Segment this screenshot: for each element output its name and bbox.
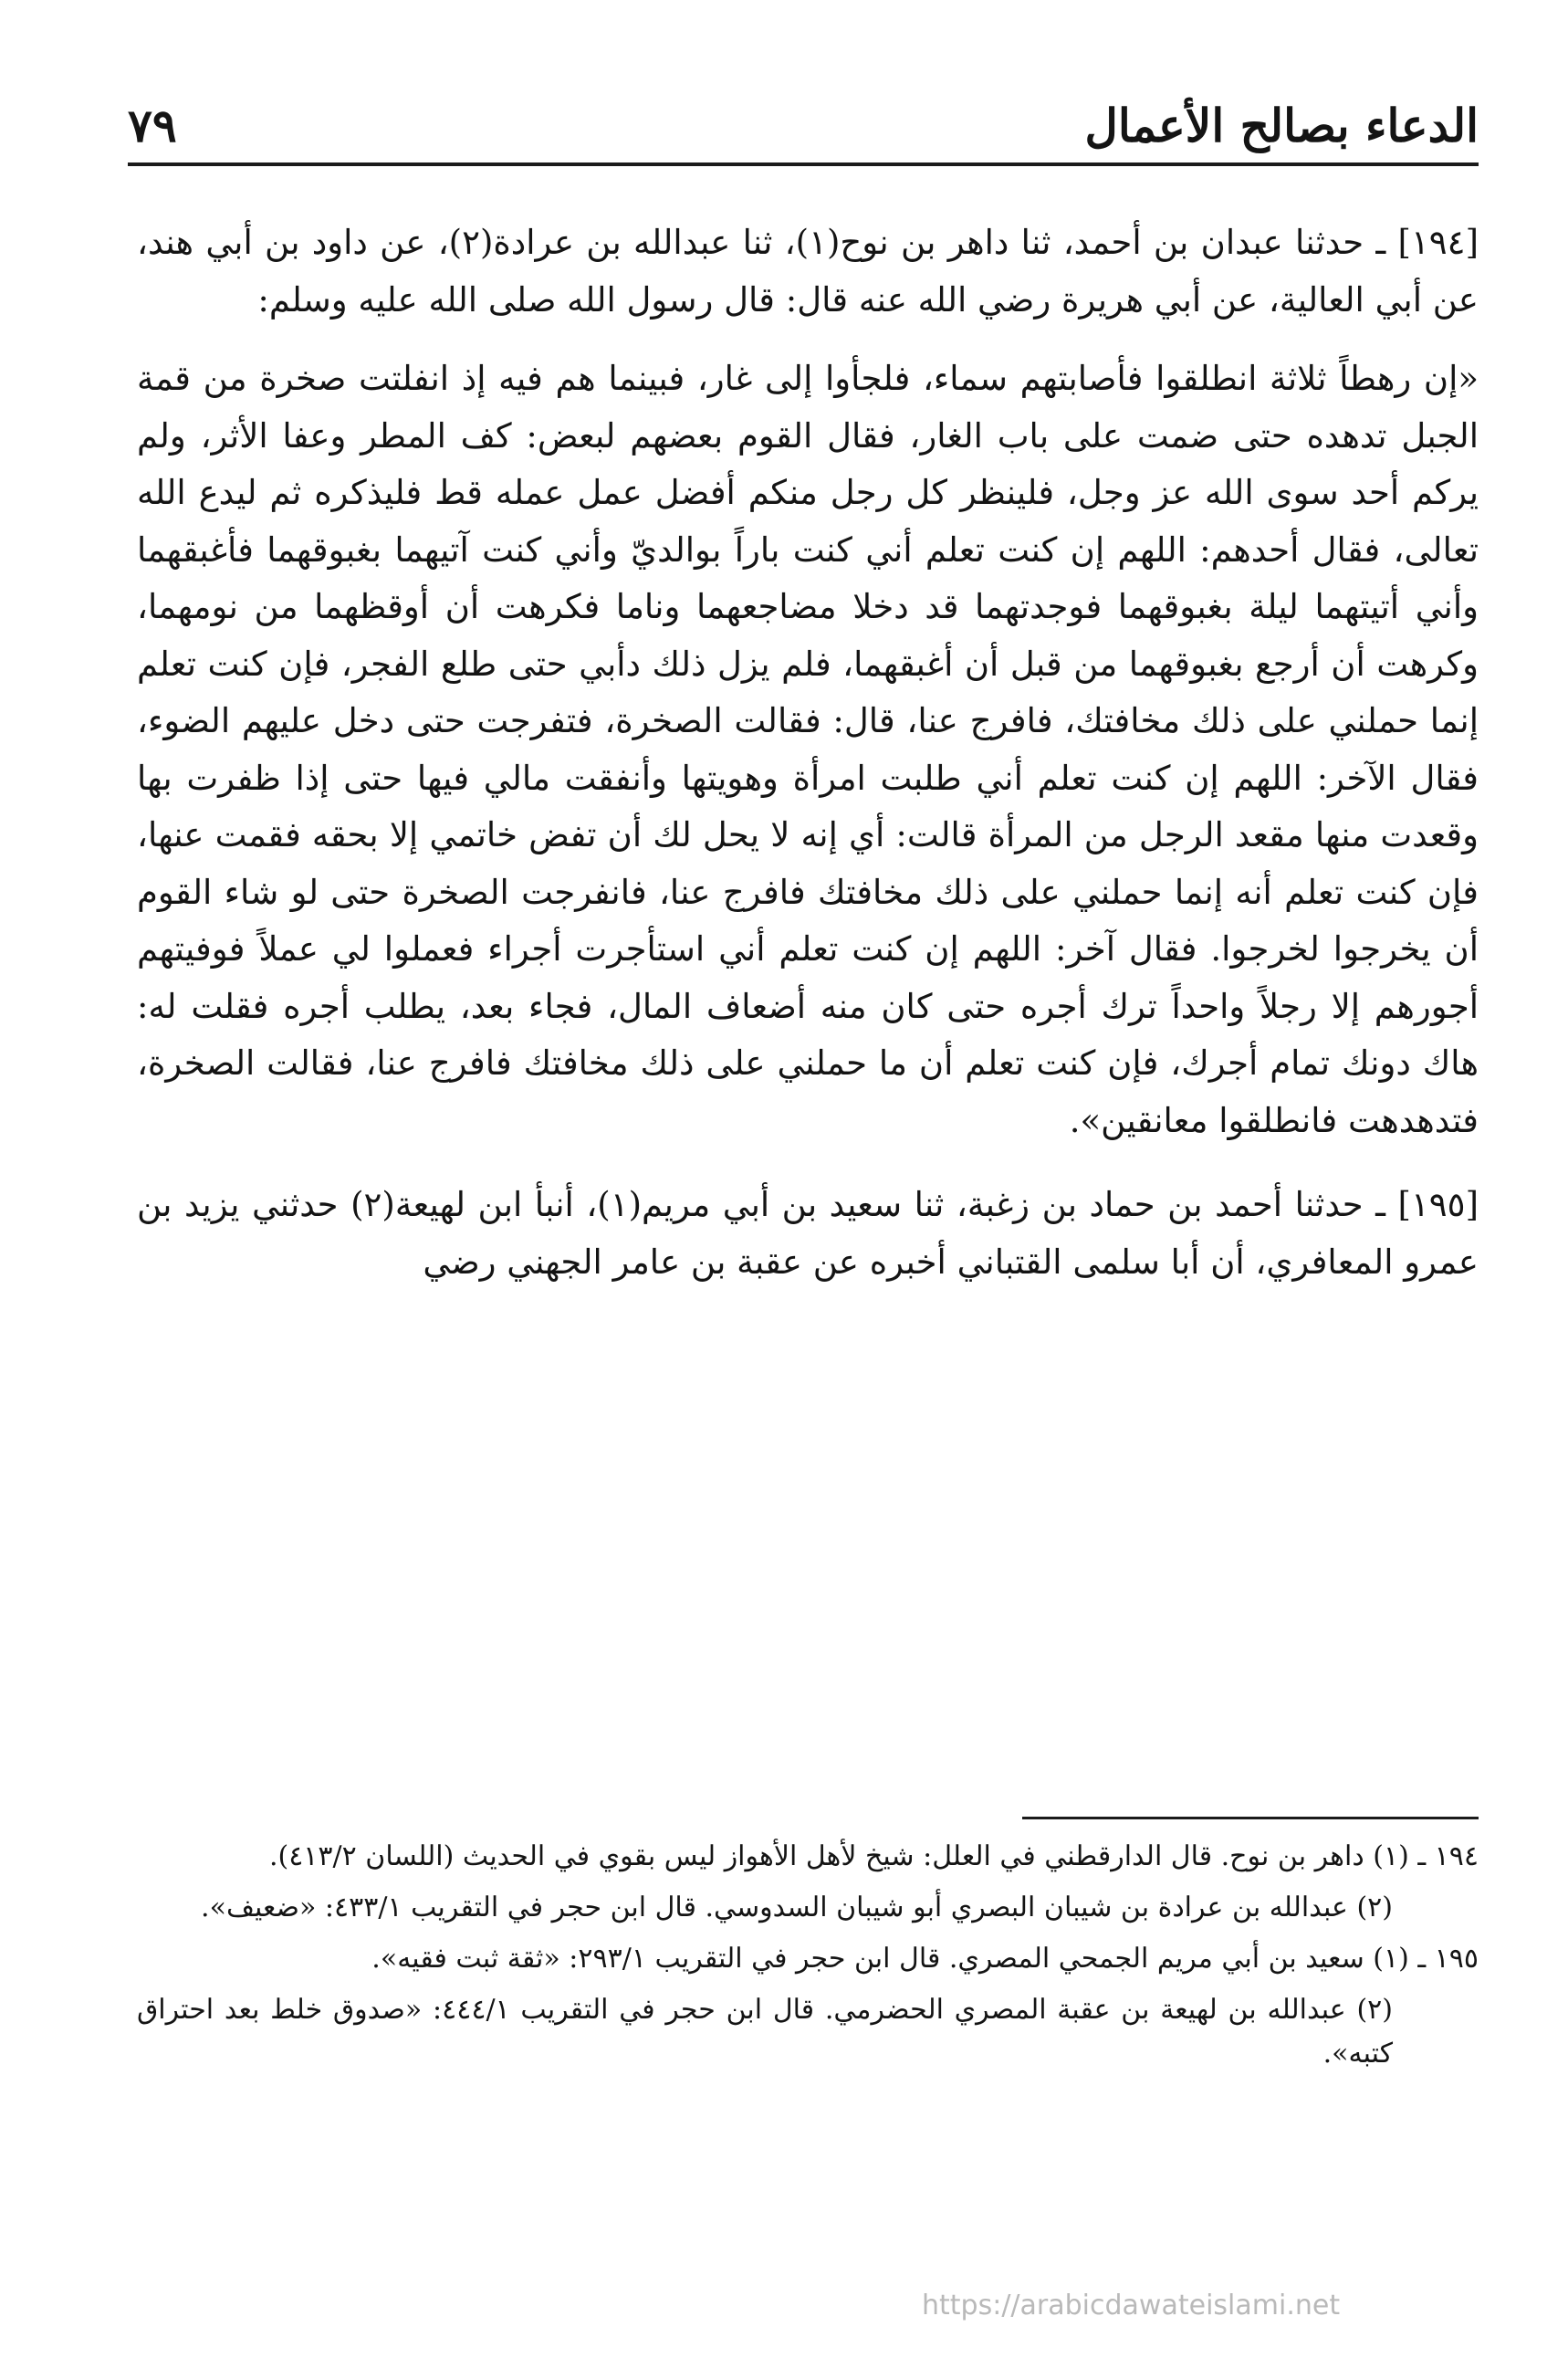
footnotes [137,1835,1479,2083]
page-header [128,88,1479,166]
footnote-195-2: (٢) عبدالله بن لهيعة بن عقبة المصري الحضرمي. قال ابن حجر في التقريب ٤٤٤/١: «صدوق خلط بعد احتراق كتبه». [137,1994,1393,2070]
footnote-separator [1022,1817,1479,1819]
main-text [137,215,1479,1313]
footnote-194-1: ١٩٤ ـ (١) داهر بن نوح. قال الدارقطني في العلل: شيخ لأهل الأهواز ليس بقوي في الحديث (اللسان ٤١٣/٢). [268,1840,1479,1872]
hadith-194-isnad: [١٩٤] ـ حدثنا عبدان بن أحمد، ثنا داهر بن نوح(١)، ثنا عبدالله بن عرادة(٢)، عن داود بن أبي هند، عن أبي العالية، عن أبي هريرة رضي الله عنه قال: قال رسول الله صلى الله عليه وسلم: [137,223,1479,320]
footnote-194-2: (٢) عبدالله بن عرادة بن شيبان البصري أبو شيبان السدوسي. قال ابن حجر في التقريب ٤٣٣/١: «ضعيف». [201,1892,1393,1923]
watermark: https://arabicdawateislami.net [922,2290,1341,2321]
running-title: الدعاء بصالح الأعمال [1084,99,1479,152]
footnote-195-1: ١٩٥ ـ (١) سعيد بن أبي مريم الجمحي المصري. قال ابن حجر في التقريب ٢٩٣/١: «ثقة ثبت فقيه». [371,1943,1479,1975]
hadith-195-isnad: [١٩٥] ـ حدثنا أحمد بن حماد بن زغبة، ثنا سعيد بن أبي مريم(١)، أنبأ ابن لهيعة(٢) حدثني يزيد بن عمرو المعافري، أن أبا سلمى القتباني أخبره عن عقبة بن عامر الجهني رضي [137,1185,1479,1282]
hadith-194-matn: «إن رهطاً ثلاثة انطلقوا فأصابتهم سماء، فلجأوا إلى غار، فبينما هم فيه إذ انفلتت صخرة من قمة الجبل تدهده حتى ضمت على باب الغار، فقال القوم بعضهم لبعض: كف المطر وعفا الأثر، ولم يركم أحد سوى الله عز وجل، فلينظر كل رجل منكم أفضل عمل عمله قط فليذكره ثم ليدع الله تعالى، فقال أحدهم: اللهم إن كنت تعلم أني كنت باراً بوالديّ وأني كنت آتيهما بغبوقهما فأغبقهما وأني أتيتهما ليلة بغبوقهما فوجدتهما قد دخلا مضاجعهما وناما فكرهت أن أوقظهما من نومهما، وكرهت أن أرجع بغبوقهما من قبل أن أغبقهما، فلم يزل ذلك دأبي حتى طلع الفجر، فإن كنت تعلم إنما حملني على ذلك مخافتك، فافرج عنا، قال: فقالت الصخرة، فتفرجت حتى دخل عليهم الضوء، فقال الآخر: اللهم إن كنت تعلم أني طلبت امرأة وهويتها وأنفقت مالي فيها حتى إذا ظفرت بها وقعدت منها مقعد الرجل من المرأة قالت: أي إنه لا يحل لك أن تفض خاتمي إلا بحقه فقمت عنها، فإن كنت تعلم أنه إنما حملني على ذلك مخافتك فافرج عنا، فانفرجت الصخرة حتى لو شاء القوم أن يخرجوا لخرجوا. فقال آخر: اللهم إن كنت تعلم أني استأجرت أجراء فعملوا لي عملاً فوفيتهم أجورهم إلا رجلاً واحداً ترك أجره حتى كان منه أضعاف المال، فجاء بعد، يطلب أجره فقلت له: هاك دونك تمام أجرك، فإن كنت تعلم أن ما حملني على ذلك مخافتك فافرج عنا، فقالت الصخرة، فتدهدهت فانطلقوا معانقين». [137,359,1479,1140]
header-rule [128,162,1479,166]
page-number: ٧٩ [128,99,177,152]
